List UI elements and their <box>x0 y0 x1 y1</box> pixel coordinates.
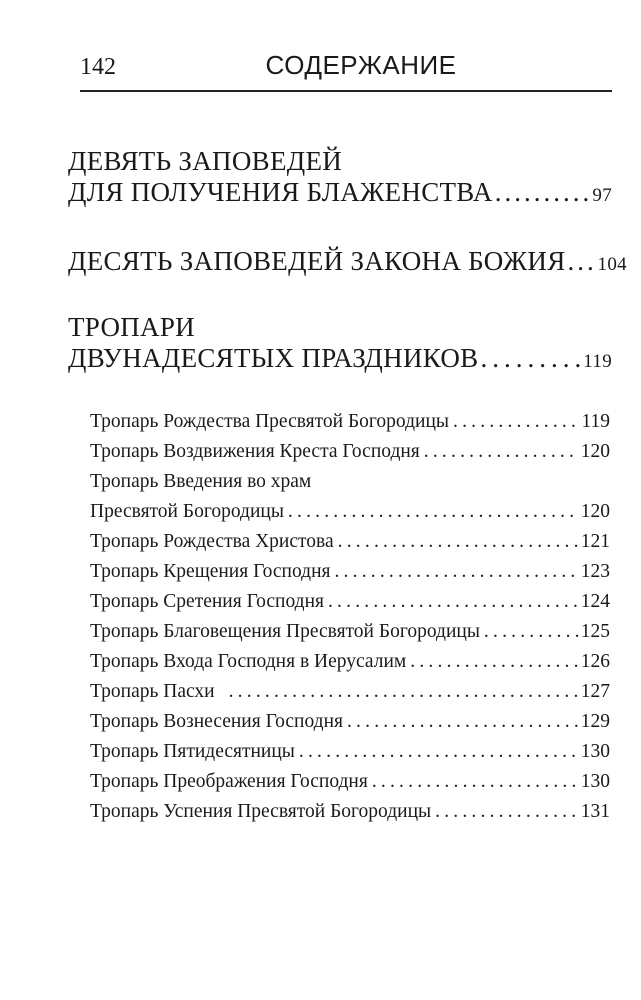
dot-leader <box>229 677 579 707</box>
dot-leader <box>328 587 579 617</box>
toc-entry[interactable] <box>90 407 610 437</box>
dot-leader <box>410 647 579 677</box>
entry-title-line: Тропарь Введения во храм <box>90 471 312 492</box>
entry-title: Тропарь Преображения Господня <box>90 771 368 792</box>
entry-title: Тропарь Благовещения Пресвятой Богородицы <box>90 621 480 642</box>
dot-leader <box>481 343 582 374</box>
toc-entry[interactable] <box>90 797 610 827</box>
entry-title: Тропарь Пасхи <box>90 681 215 702</box>
entry-title: Тропарь Рождества Христова <box>90 531 334 552</box>
page-ref: 124 <box>580 591 610 612</box>
dot-leader <box>484 617 579 647</box>
entry-title: Тропарь Входа Господня в Иерусалим <box>90 651 407 672</box>
dot-leader <box>424 437 579 467</box>
toc-entry[interactable] <box>90 767 610 797</box>
dot-leader <box>299 737 579 767</box>
toc-section <box>68 146 612 211</box>
entry-title: Тропарь Крещения Господня <box>90 561 331 582</box>
dot-leader <box>453 407 579 437</box>
toc-entry-line[interactable] <box>68 343 612 377</box>
toc-entry[interactable] <box>90 737 610 767</box>
page-ref: 97 <box>592 185 612 206</box>
toc-section <box>68 312 612 377</box>
toc-entry[interactable] <box>90 707 610 737</box>
page-ref: 130 <box>580 771 610 792</box>
section-title: ДВУНАДЕСЯТЫХ ПРАЗДНИКОВ <box>68 343 479 373</box>
toc-entry-line[interactable] <box>68 246 627 280</box>
dot-leader <box>372 767 579 797</box>
entry-title: Тропарь Воздвижения Креста Господня <box>90 441 420 462</box>
entry-title: Тропарь Сретения Господня <box>90 591 324 612</box>
toc-entry[interactable] <box>90 587 610 617</box>
section-title-line: ТРОПАРИ <box>68 312 195 342</box>
section-title: ДЕСЯТЬ ЗАПОВЕДЕЙ ЗАКОНА БОЖИЯ <box>68 246 566 276</box>
page-ref: 120 <box>580 441 610 462</box>
toc-section <box>68 246 627 280</box>
section-title-line: ДЕВЯТЬ ЗАПОВЕДЕЙ <box>68 146 343 176</box>
entry-title: Тропарь Пятидесятницы <box>90 741 295 762</box>
page-ref: 126 <box>580 651 610 672</box>
page-ref: 125 <box>580 621 610 642</box>
page-ref: 123 <box>580 561 610 582</box>
page-ref: 130 <box>580 741 610 762</box>
troparia-list <box>90 407 610 827</box>
toc-entry[interactable] <box>90 497 610 527</box>
toc-entry-line[interactable] <box>68 177 612 211</box>
page-number: 142 <box>80 54 116 80</box>
section-title: ДЛЯ ПОЛУЧЕНИЯ БЛАЖЕНСТВА <box>68 177 493 207</box>
toc-entry[interactable] <box>90 677 610 707</box>
dot-leader <box>568 246 596 277</box>
page-ref: 129 <box>580 711 610 732</box>
toc-entry[interactable] <box>90 647 610 677</box>
running-title: СОДЕРЖАНИЕ <box>265 50 457 80</box>
dot-leader <box>495 177 591 208</box>
page-ref: 119 <box>581 411 610 432</box>
toc-entry[interactable] <box>90 557 610 587</box>
entry-title: Тропарь Вознесения Господня <box>90 711 343 732</box>
entry-title: Тропарь Рождества Пресвятой Богородицы <box>90 411 450 432</box>
page-ref: 119 <box>583 351 612 372</box>
dot-leader <box>334 557 578 587</box>
page-ref: 121 <box>580 531 610 552</box>
dot-leader <box>338 527 579 557</box>
dot-leader <box>288 497 579 527</box>
dot-leader <box>347 707 579 737</box>
entry-title: Пресвятой Богородицы <box>90 501 284 522</box>
page-header <box>80 48 612 92</box>
entry-title: Тропарь Успения Пресвятой Богородицы <box>90 801 432 822</box>
page-ref: 131 <box>580 801 610 822</box>
toc-entry[interactable] <box>90 527 610 557</box>
page-ref: 104 <box>597 254 627 275</box>
page-ref: 120 <box>580 501 610 522</box>
toc-entry[interactable] <box>90 437 610 467</box>
toc-entry[interactable] <box>90 617 610 647</box>
page-ref: 127 <box>580 681 610 702</box>
dot-leader <box>435 797 579 827</box>
